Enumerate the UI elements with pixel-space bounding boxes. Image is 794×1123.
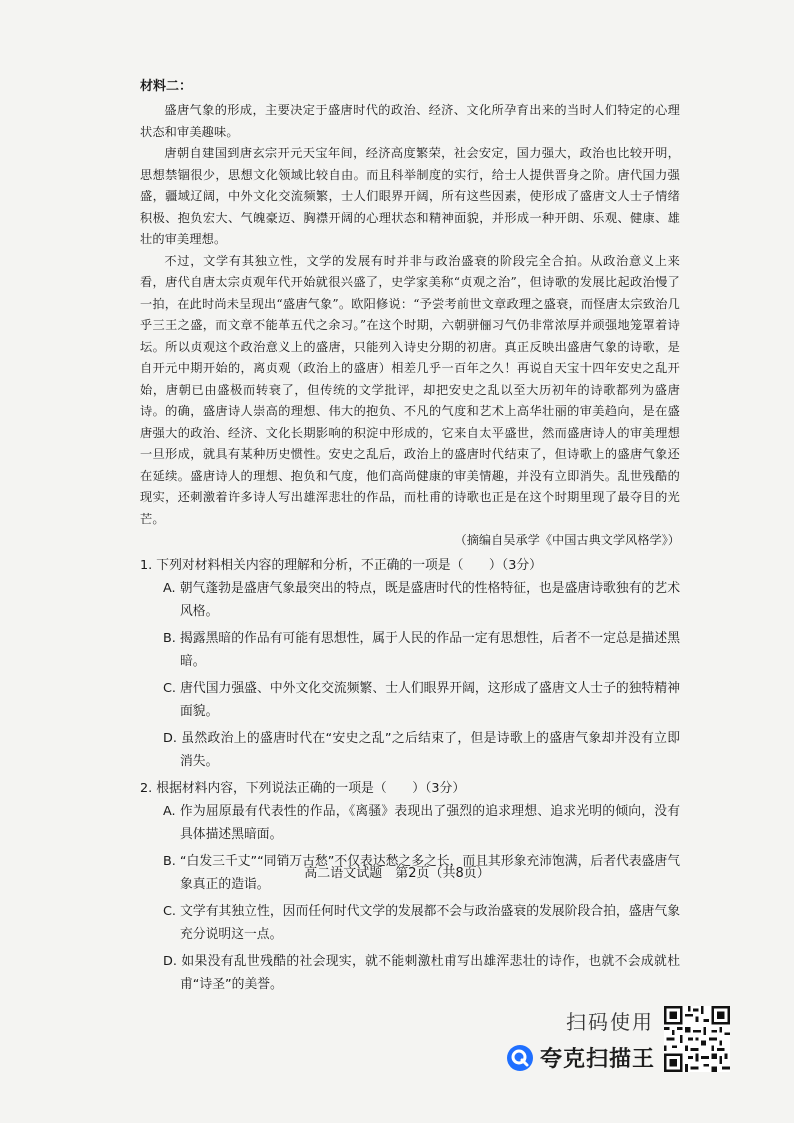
scan-label: 扫码使用 bbox=[566, 1010, 654, 1034]
quark-logo-icon bbox=[506, 1044, 534, 1072]
material-title: 材料二： bbox=[140, 79, 193, 94]
question-stem: 2. 根据材料内容，下列说法正确的一项是（ ）（3分） bbox=[140, 781, 466, 796]
material-paragraph-2: 唐朝自建国到唐玄宗开元天宝年间，经济高度繁荣，社会安定，国力强大，政治也比较开明，思想禁锢很少，思想文化领域比较自由。而且科举制度的实行，给士人提供晋身之阶。唐代国力强盛，疆域辽阔，中外文化交流频繁，士人们眼界开阔，所有这些因素，使形成了盛唐文人士子情绪积极、抱负宏大、气魄豪迈、胸襟开阔的心理状态和精神面貌，并形成一种开朗、乐观、健康、雄壮的审美理想。 bbox=[140, 146, 680, 246]
option-d: D. 虽然政治上的盛唐时代在“安史之乱”之后结束了，但是诗歌上的盛唐气象却并没有立即消失。 bbox=[163, 731, 680, 769]
material-source: （摘编自吴承学《中国古典文学风格学》） bbox=[454, 533, 680, 547]
question-2 bbox=[140, 777, 680, 996]
option-d: D. 如果没有乱世残酷的社会现实，就不能刺激杜甫写出雄浑悲壮的诗作，也就不会成就杜甫“诗圣”的美誉。 bbox=[163, 954, 680, 992]
brand-name: 夸克扫描王 bbox=[540, 1047, 656, 1072]
material-paragraph-3: 不过，文学有其独立性，文学的发展有时并非与政治盛衰的阶段完全合拍。从政治意义上来看，唐代自唐太宗贞观年代开始就很兴盛了，史学家美称“贞观之治”，但诗歌的发展比起政治慢了一拍，在此时尚未呈现出“盛唐气象”。欧阳修说：“予尝考前世文章政理之盛衰，而怪唐太宗致治几乎三王之盛，而文章不能革五代之余习。”在这个时期，六朝骈俪习气仍非常浓厚并顽强地笼罩着诗坛。所以贞观这个政治意义上的盛唐，只能列入诗史分期的初唐。真正反映出盛唐气象的诗歌，是自开元中期开始的，离贞观（政治上的盛唐）相差几乎一百年之久！再说自天宝十四年安史之乱开始，唐朝已由盛极而转衰了，但传统的文学批评，却把安史之乱以至大历初年的诗歌都列为盛唐诗。的确，盛唐诗人崇高的理想、伟大的抱负、不凡的气度和艺术上高华壮丽的审美趋向，是在盛唐强大的政治、经济、文化长期影响的积淀中形成的，它来自太平盛世，然而盛唐诗人的审美理想一旦形成，就具有某种历史惯性。安史之乱后，政治上的盛唐时代结束了，但诗歌上的盛唐气象还在延续。盛唐诗人的理想、抱负和气度，他们高尚健康的审美情趣，并没有立即消失。乱世残酷的现实，还刺激着许多诗人写出雄浑悲壮的作品，而杜甫的诗歌也正是在这个时期里现了最夺目的光芒。 bbox=[140, 253, 680, 526]
option-c: C. 唐代国力强盛、中外文化交流频繁、士人们眼界开阔，这形成了盛唐文人士子的独特精神面貌。 bbox=[163, 681, 680, 719]
option-a: A. 朝气蓬勃是盛唐气象最突出的特点，既是盛唐时代的性格特征，也是盛唐诗歌独有的艺术风格。 bbox=[163, 581, 680, 619]
question-1 bbox=[140, 554, 680, 773]
option-b: B. 揭露黑暗的作品有可能有思想性，属于人民的作品一定有思想性，后者不一定总是描述黑暗。 bbox=[163, 631, 680, 669]
qr-code-icon[interactable] bbox=[664, 1006, 730, 1072]
option-b: B. “白发三千丈”“同销万古愁”不仅表达愁之多之长，而且其形象充沛饱满，后者代表盛唐气象真正的造诣。 bbox=[163, 854, 680, 892]
option-a: A. 作为屈原最有代表性的作品，《离骚》表现出了强烈的追求理想、追求光明的倾向，没有具体描述黑暗面。 bbox=[163, 804, 680, 842]
question-stem: 1. 下列对材料相关内容的理解和分析，不正确的一项是（ ）（3分） bbox=[140, 558, 542, 573]
material-paragraph-1: 盛唐气象的形成，主要决定于盛唐时代的政治、经济、文化所孕育出来的当时人们特定的心理状态和审美趣味。 bbox=[140, 103, 680, 139]
option-c: C. 文学有其独立性，因而任何时代文学的发展都不会与政治盛衰的发展阶段合拍，盛唐气象充分说明这一点。 bbox=[163, 904, 680, 942]
page-footer: 高二语文试题 第2页（共8页） bbox=[304, 866, 490, 881]
brand-watermark bbox=[506, 1042, 655, 1073]
